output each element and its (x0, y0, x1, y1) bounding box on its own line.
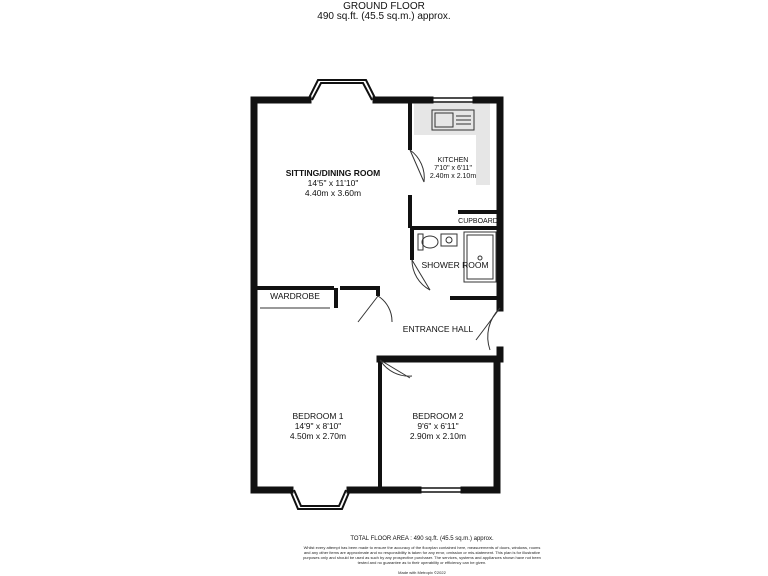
credit: Made with Metropix ©2022 (398, 570, 446, 575)
bedroom1-imperial: 14'9" x 8'10" (294, 421, 342, 431)
kitchen-metric: 2.40m x 2.10m (429, 173, 477, 180)
bedroom1-metric: 4.50m x 2.70m (289, 431, 347, 441)
wc-icon (418, 234, 438, 250)
room-label-kitchen (430, 157, 476, 180)
sitting-name: SITTING/DINING ROOM (285, 168, 381, 178)
floor-title: GROUND FLOOR (343, 1, 425, 12)
bedroom2-metric: 2.90m x 2.10m (409, 431, 467, 441)
sitting-imperial: 14'5" x 11'10" (307, 178, 359, 188)
kitchen-name: KITCHEN (437, 157, 469, 164)
sitting-metric: 4.40m x 3.60m (304, 188, 362, 198)
room-label-sitting (286, 168, 380, 198)
bedroom1-name: BEDROOM 1 (292, 411, 344, 421)
kitchen-worktop-side (476, 135, 490, 185)
basin-icon (441, 234, 457, 246)
room-label-bedroom2 (410, 411, 466, 441)
bay-window-bottom (290, 490, 350, 509)
floor-area: 490 sq.ft. (45.5 sq.m.) approx. (317, 11, 451, 22)
bedroom2-imperial: 9'6" x 6'11" (417, 421, 459, 431)
shower-tray-icon (464, 232, 496, 282)
total-floor-area: TOTAL FLOOR AREA : 490 sq.ft. (45.5 sq.m.) approx. (350, 536, 494, 542)
disclaimer: Whilst every attempt has been made to ensure the accuracy of the floorplan contained here, measurements of doors, windows, rooms and any other items are approximate and no responsibility is taken for any error, omission or mis-statement. This plan is for illustrative purposes only and should be used as such by any prospective purchaser. The services, systems and appliances shown have not been tested and no guarantee as to their operability or efficiency can be given. (303, 545, 541, 565)
wardrobe-label: WARDROBE (270, 291, 320, 301)
shower-room-label: SHOWER ROOM (421, 260, 489, 270)
kitchen-imperial: 7'10" x 6'11" (434, 165, 472, 172)
bedroom2-name: BEDROOM 2 (412, 411, 464, 421)
bay-window-top (308, 80, 376, 100)
room-label-bedroom1 (290, 411, 346, 441)
entrance-hall-label: ENTRANCE HALL (402, 324, 474, 334)
cupboard-label: CUPBOARD (458, 218, 498, 225)
